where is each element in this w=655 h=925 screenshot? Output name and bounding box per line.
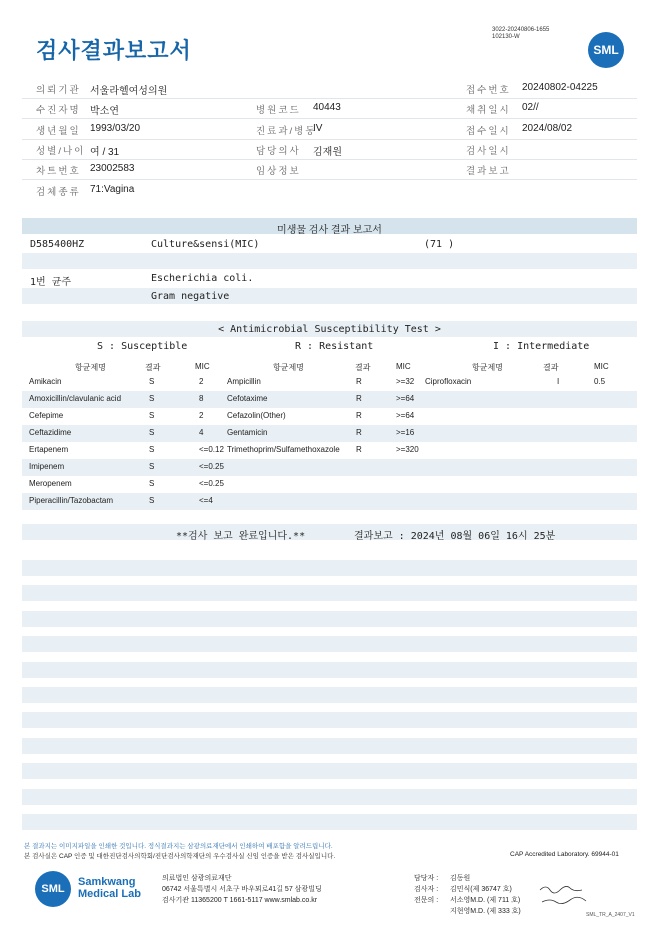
drug-name: Ampicillin <box>227 377 261 386</box>
empty-row <box>22 738 637 754</box>
cap-accreditation: CAP Accredited Laboratory. 69944-01 <box>510 851 619 858</box>
drug-name: Trimethoprim/Sulfamethoxazole <box>227 445 340 454</box>
report-complete: **검사 보고 완료입니다.** <box>176 531 306 542</box>
ast-heading: < Antimicrobial Susceptibility Test > <box>218 324 441 335</box>
field-value: 박소연 <box>90 106 119 117</box>
test-name: Culture&sensi(MIC) <box>151 239 260 250</box>
staff-row <box>414 884 521 895</box>
field-value: 23002583 <box>90 163 135 174</box>
staff-name: 김동원 <box>450 875 471 882</box>
drug-result: S <box>149 394 155 403</box>
field-value: 40443 <box>313 102 341 113</box>
field-value: 20240802-04225 <box>522 82 598 93</box>
field-label: 진료과/병동 <box>256 126 317 137</box>
drug-name: Meropenem <box>29 479 72 488</box>
col-header-drug: 항균제명 <box>273 363 304 372</box>
drug-name: Imipenem <box>29 462 65 471</box>
col-header-result: 결과 <box>355 363 371 372</box>
drug-mic: >=32 <box>396 377 415 386</box>
org-info <box>162 873 322 906</box>
drug-result: R <box>356 445 362 454</box>
gram-stain: Gram negative <box>151 291 230 302</box>
drug-result: S <box>149 479 155 488</box>
row-divider <box>22 98 637 99</box>
field-label: 임상정보 <box>256 166 301 177</box>
col-header-drug: 항균제명 <box>472 363 503 372</box>
band <box>22 288 637 304</box>
empty-row <box>22 814 637 830</box>
drug-mic: 4 <box>199 428 204 437</box>
ast-row-band <box>22 425 637 442</box>
field-value: 서울라헬여성의원 <box>90 86 168 97</box>
staff-list <box>414 873 521 917</box>
drug-name: Ceftazidime <box>29 428 72 437</box>
field-label: 검사일시 <box>466 146 511 157</box>
brand <box>78 876 141 900</box>
organism-label: 1번 균주 <box>30 277 72 288</box>
field-value: 1993/03/20 <box>90 123 141 134</box>
ast-row-band <box>22 459 637 476</box>
field-value: 71:Vagina <box>90 184 135 195</box>
field-value: IV <box>313 123 323 134</box>
logo-text: SML <box>41 883 65 895</box>
empty-row <box>22 611 637 627</box>
footer-note-2: 본 검사실은 CAP 인증 및 대한진단검사의학회/진단검사의학재단의 우수검사실 신임 인증을 받은 검사실입니다. <box>24 853 336 860</box>
row-divider <box>22 159 637 160</box>
logo-text: SML <box>593 43 619 57</box>
empty-row <box>22 763 637 779</box>
drug-result: I <box>557 377 560 386</box>
drug-name: Ertapenem <box>29 445 69 454</box>
sml-logo <box>35 871 71 907</box>
drug-result: S <box>149 496 155 505</box>
field-label: 검체종류 <box>36 187 81 198</box>
field-label: 접수일시 <box>466 126 511 137</box>
drug-name: Amikacin <box>29 377 62 386</box>
row-divider <box>22 139 637 140</box>
field-label: 성별/나이 <box>36 146 86 157</box>
empty-row <box>22 585 637 601</box>
test-number: (71 ) <box>424 239 455 250</box>
drug-name: Piperacillin/Tazobactam <box>29 496 114 505</box>
drug-mic: 8 <box>199 394 204 403</box>
drug-result: R <box>356 377 362 386</box>
row-divider <box>22 179 637 180</box>
staff-row <box>414 873 521 884</box>
drug-mic: <=0.25 <box>199 479 224 488</box>
sml-logo <box>588 32 624 68</box>
field-value: 여 / 31 <box>90 147 120 158</box>
drug-result: R <box>356 411 362 420</box>
page-title: 검사결과보고서 <box>36 38 192 63</box>
micro-heading: 미생물 검사 결과 보고서 <box>277 225 382 236</box>
row-divider <box>22 118 637 119</box>
empty-row <box>22 560 637 576</box>
document-id <box>492 27 549 41</box>
staff-row <box>414 906 521 917</box>
legend-intermediate: I : Intermediate <box>493 341 590 352</box>
col-header-result: 결과 <box>145 363 161 372</box>
staff-name: 김민식(제 36747 호) <box>450 886 512 893</box>
drug-mic: 0.5 <box>594 377 606 386</box>
field-label: 채취일시 <box>466 105 511 116</box>
drug-mic: >=320 <box>396 445 419 454</box>
staff-label: 검사자 : <box>414 886 439 893</box>
drug-name: Gentamicin <box>227 428 268 437</box>
test-code: D585400HZ <box>30 239 85 250</box>
drug-mic: <=0.12 <box>199 445 224 454</box>
drug-mic: >=64 <box>396 394 415 403</box>
drug-name: Cefepime <box>29 411 64 420</box>
ast-row-band <box>22 493 637 510</box>
document-id-line: 102130-W <box>492 34 520 40</box>
field-label: 생년월일 <box>36 126 81 137</box>
drug-mic: <=0.25 <box>199 462 224 471</box>
empty-row <box>22 662 637 678</box>
drug-result: S <box>149 411 155 420</box>
drug-result: S <box>149 445 155 454</box>
org-contact: 검사기관 11365200 T 1661-5117 www.smlab.co.kr <box>162 897 318 904</box>
organism-name: Escherichia coli. <box>151 273 254 284</box>
brand-line: Samkwang <box>78 876 136 888</box>
band <box>22 253 637 269</box>
staff-row <box>414 895 521 906</box>
field-label: 병원코드 <box>256 105 301 116</box>
footer-note-1: 본 결과지는 이미지파일을 인쇄한 것입니다. 정식결과지는 삼광의료재단에서 인쇄하여 배포함을 알려드립니다. <box>24 843 333 850</box>
col-header-mic: MIC <box>396 362 411 371</box>
drug-mic: >=64 <box>396 411 415 420</box>
drug-name: Ciprofloxacin <box>425 377 472 386</box>
field-value: 김재원 <box>313 147 342 158</box>
drug-name: Cefotaxime <box>227 394 268 403</box>
empty-row <box>22 687 637 703</box>
staff-name: 서소영M.D. (제 711 호) <box>450 897 521 904</box>
signature <box>536 880 596 910</box>
form-code: SML_TR_A_2407_V1 <box>586 912 635 918</box>
empty-row <box>22 789 637 805</box>
col-header-mic: MIC <box>195 362 210 371</box>
legend-resistant: R : Resistant <box>295 341 374 352</box>
drug-mic: >=16 <box>396 428 415 437</box>
brand-line: Medical Lab <box>78 888 141 900</box>
drug-result: S <box>149 428 155 437</box>
col-header-result: 결과 <box>543 363 559 372</box>
drug-mic: 2 <box>199 411 204 420</box>
field-label: 접수번호 <box>466 85 511 96</box>
org-address: 06742 서울특별시 서초구 바우뫼로41길 57 삼광빌딩 <box>162 886 322 893</box>
legend-susceptible: S : Susceptible <box>97 341 188 352</box>
org-name: 의료법인 삼광의료재단 <box>162 875 232 882</box>
drug-result: S <box>149 462 155 471</box>
empty-row <box>22 636 637 652</box>
empty-row <box>22 712 637 728</box>
report-time: 결과보고 : 2024년 08월 06일 16시 25분 <box>354 531 556 542</box>
staff-label: 전문의 : <box>414 897 439 904</box>
staff-name: 지현영M.D. (제 333 호) <box>450 908 521 915</box>
field-label: 차트번호 <box>36 166 81 177</box>
drug-result: S <box>149 377 155 386</box>
field-label: 결과보고 <box>466 166 511 177</box>
field-value: 02// <box>522 102 539 113</box>
document-id-line: 3022-20240806-1655 <box>492 27 550 33</box>
drug-mic: <=4 <box>199 496 213 505</box>
drug-result: R <box>356 394 362 403</box>
drug-name: Cefazolin(Other) <box>227 411 286 420</box>
col-header-drug: 항균제명 <box>75 363 106 372</box>
field-label: 수진자명 <box>36 105 81 116</box>
field-value: 2024/08/02 <box>522 123 573 134</box>
col-header-mic: MIC <box>594 362 609 371</box>
drug-result: R <box>356 428 362 437</box>
field-label: 의뢰기관 <box>36 85 81 96</box>
drug-mic: 2 <box>199 377 204 386</box>
drug-name: Amoxicillin/clavulanic acid <box>29 394 122 403</box>
field-label: 담당의사 <box>256 146 301 157</box>
staff-label: 담당자 : <box>414 875 439 882</box>
